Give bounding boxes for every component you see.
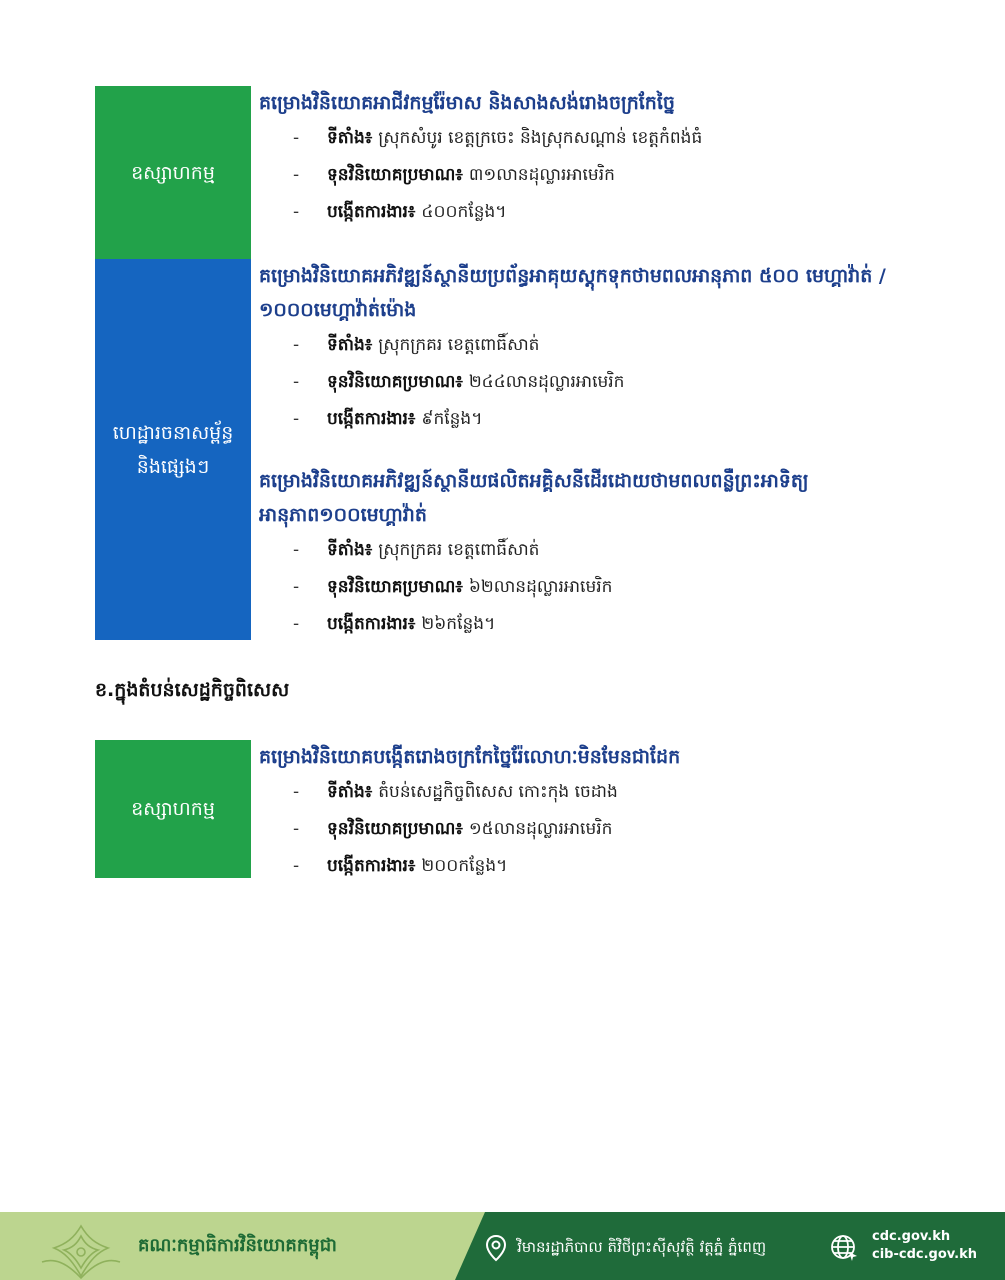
detail-label: ទីតាំង៖: [327, 540, 373, 560]
table-row: [95, 740, 915, 878]
detail-jobs: [293, 848, 915, 885]
project-title: គម្រោងវិនិយោគអាជីវកម្មរ៉ែមាស និងសាងសង់រោងចក្រកែច្នៃ: [259, 92, 675, 114]
category-label: ឧស្សាហកម្ម: [131, 798, 215, 820]
footer-websites: [872, 1228, 977, 1264]
detail-value: ៣១លានដុល្លារអាមេរិក: [468, 165, 615, 185]
website-link[interactable]: cib-cdc.gov.kh: [872, 1247, 978, 1262]
location-pin-icon: [485, 1234, 507, 1262]
detail-label: ទីតាំង៖: [327, 128, 373, 148]
project-block: [259, 464, 915, 643]
table-outside-sez: [95, 86, 915, 640]
dash: -: [293, 202, 300, 222]
project-title: គម្រោងវិនិយោគអភិវឌ្ឍន៍ស្ថានីយផលិតអគ្គិសនីដើរដោយថាមពលពន្លឺព្រះអាទិត្យ អានុភាព១០០មេហ្គាវ៉ាត់: [259, 470, 809, 526]
dash: -: [293, 409, 300, 429]
detail-capital: [293, 569, 915, 606]
section-heading: ខ.ក្នុងតំបន់សេដ្ឋកិច្ចពិសេស: [95, 679, 290, 701]
dash: -: [293, 614, 300, 634]
detail-label: បង្កើតការងារ៖: [327, 202, 416, 222]
cdc-logo-icon: [36, 1222, 126, 1280]
table-row: [95, 86, 915, 259]
detail-label: បង្កើតការងារ៖: [327, 409, 416, 429]
project-details: [259, 327, 915, 438]
detail-capital: [293, 364, 915, 401]
detail-capital: [293, 811, 915, 848]
dash: -: [293, 819, 300, 839]
detail-value: ស្រុកក្រគរ ខេត្តពោធិ៍សាត់: [378, 335, 540, 355]
project-block: [259, 86, 915, 231]
detail-value: ស្រុកសំបូរ ខេត្តក្រចេះ និងស្រុកសណ្ដាន់ ខេត្តកំពង់ធំ: [378, 128, 703, 148]
project-details: [259, 532, 915, 643]
projects-cell: [251, 259, 915, 640]
detail-label: ទុនវិនិយោគប្រមាណ៖: [327, 372, 463, 392]
category-cell: [95, 86, 251, 259]
website-link[interactable]: cdc.gov.kh: [872, 1229, 951, 1244]
detail-label: ទីតាំង៖: [327, 335, 373, 355]
detail-value: ស្រុកក្រគរ ខេត្តពោធិ៍សាត់: [378, 540, 540, 560]
dash: -: [293, 165, 300, 185]
project-title: គម្រោងវិនិយោគបង្កើតរោងចក្រកែច្នៃរ៉ែលោហៈមិនមែនជាដែក: [259, 746, 681, 768]
dash: -: [293, 577, 300, 597]
globe-icon: [830, 1234, 858, 1262]
org-name: គណៈកម្មាធិការវិនិយោគកម្ពុជា: [138, 1235, 337, 1256]
footer-address: វិមានរដ្ឋាភិបាល តិវិថីព្រះស៊ីសុវត្ថិ វត្តភ្នំ ភ្នំពេញ: [517, 1238, 767, 1256]
project-block: [259, 740, 915, 885]
category-label: ឧស្សាហកម្ម: [131, 161, 215, 184]
project-block: [259, 259, 915, 438]
project-title: គម្រោងវិនិយោគអភិវឌ្ឍន៍ស្ថានីយប្រព័ន្ធអាគុយស្តុកទុកថាមពលអានុភាព ៥០០ មេហ្គាវ៉ាត់ / ១០០០មេហ្គាវ៉ាត់ម៉ោង: [259, 265, 886, 321]
table-row: [95, 259, 915, 640]
detail-value: ២០០កន្លែង។: [421, 856, 508, 876]
detail-value: ៩កន្លែង។: [421, 409, 483, 429]
table-in-sez: [95, 740, 915, 878]
detail-value: ២៦កន្លែង។: [421, 614, 496, 634]
detail-label: ទុនវិនិយោគប្រមាណ៖: [327, 577, 463, 597]
projects-cell: [251, 740, 915, 878]
project-details: [259, 120, 915, 231]
detail-value: ២៤៤លានដុល្លារអាមេរិក: [468, 372, 625, 392]
detail-location: [293, 120, 915, 157]
detail-label: បង្កើតការងារ៖: [327, 856, 416, 876]
dash: -: [293, 540, 300, 560]
project-details: [259, 774, 915, 885]
detail-value: ១៥លានដុល្លារអាមេរិក: [468, 819, 613, 839]
detail-value: ៤០០កន្លែង។: [421, 202, 507, 222]
detail-label: ទុនវិនិយោគប្រមាណ៖: [327, 819, 463, 839]
footer: [0, 1212, 1005, 1280]
detail-jobs: [293, 606, 915, 643]
projects-cell: [251, 86, 915, 259]
detail-location: [293, 327, 915, 364]
detail-value: ៦២លានដុល្លារអាមេរិក: [468, 577, 613, 597]
dash: -: [293, 372, 300, 392]
category-cell: [95, 259, 251, 640]
detail-label: ទីតាំង៖: [327, 782, 373, 802]
dash: -: [293, 128, 300, 148]
detail-location: [293, 774, 915, 811]
category-cell: [95, 740, 251, 878]
dash: -: [293, 856, 300, 876]
detail-label: បង្កើតការងារ៖: [327, 614, 416, 634]
detail-capital: [293, 157, 915, 194]
category-label: ហេដ្ឋារចនាសម្ព័ន្ធ និងផ្សេងៗ: [112, 421, 234, 478]
dash: -: [293, 782, 300, 802]
detail-jobs: [293, 401, 915, 438]
detail-value: តំបន់សេដ្ឋកិច្ចពិសេស កោះកុង ចេដាង: [378, 782, 618, 802]
dash: -: [293, 335, 300, 355]
detail-label: ទុនវិនិយោគប្រមាណ៖: [327, 165, 463, 185]
detail-location: [293, 532, 915, 569]
detail-jobs: [293, 194, 915, 231]
